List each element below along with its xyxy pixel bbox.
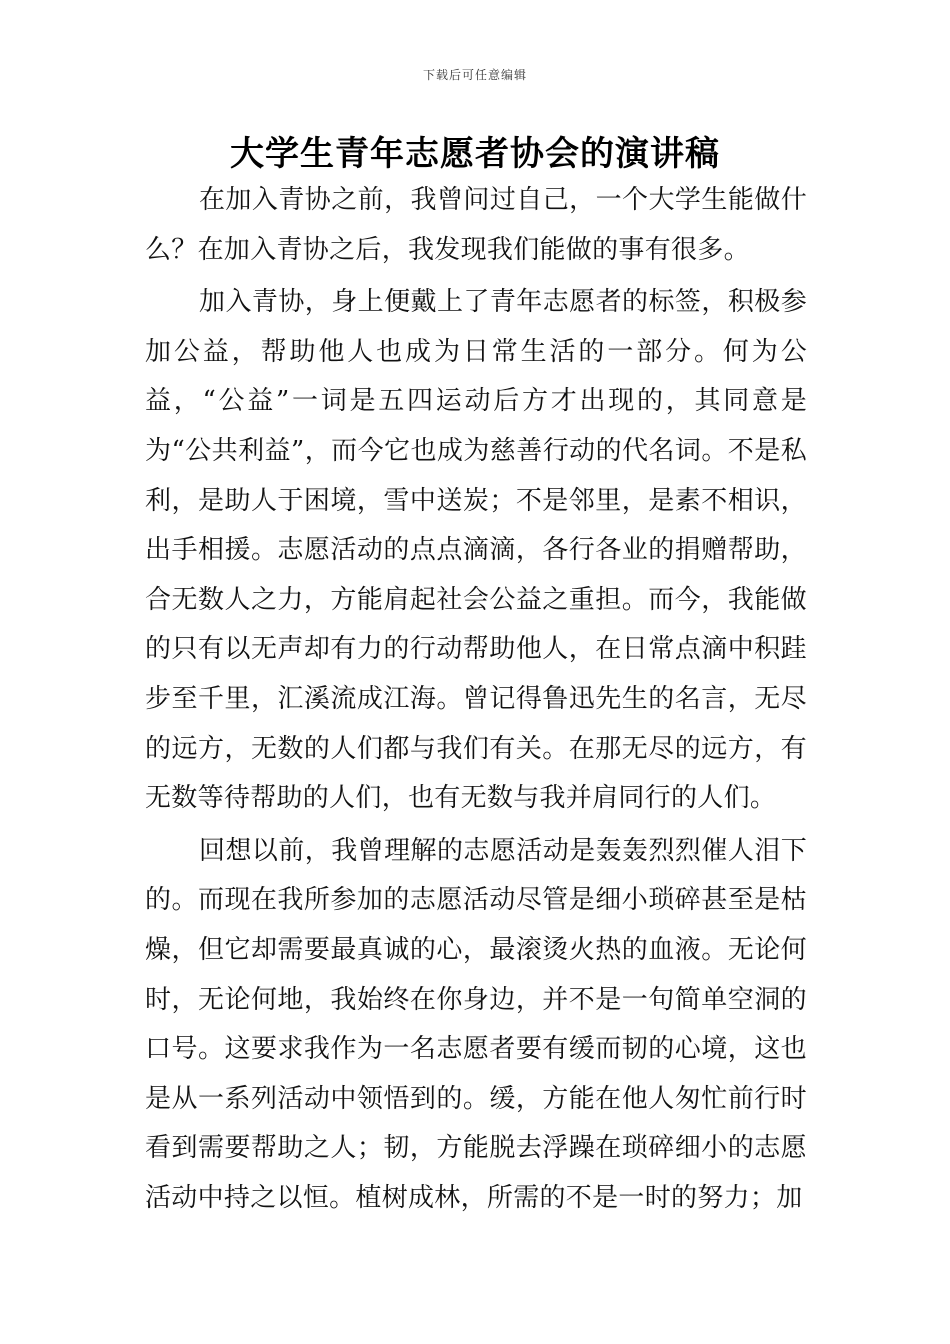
paragraph-2: 加入青协，身上便戴上了青年志愿者的标签，积极参加公益，帮助他人也成为日常生活的一部分。何为公益，“公益”一词是五四运动后方才出现的，其同意是为“公共利益”，而今它也成为慈善行动的代名词。不是私利，是助人于困境，雪中送炭；不是邻里，是素不相识，出手相援。志愿活动的点点滴滴，各行各业的捐赠帮助，合无数人之力，方能肩起社会公益之重担。而今，我能做的只有以无声却有力的行动帮助他人，在日常点滴中积跬步至千里，汇溪流成江海。曾记得鲁迅先生的名言，无尽的远方，无数的人们都与我们有关。在那无尽的远方，有无数等待帮助的人们，也有无数与我并肩同行的人们。 [145, 287, 807, 814]
paragraph-3: 回想以前，我曾理解的志愿活动是轰轰烈烈催人泪下的。而现在我所参加的志愿活动尽管是细小琐碎甚至是枯燥，但它却需要最真诚的心，最滚烫火热的血液。无论何时，无论何地，我始终在你身边，并不是一句简单空洞的口号。这要求我作为一名志愿者要有缓而韧的心境，这也是从一系列活动中领悟到的。缓，方能在他人匆忙前行时看到需要帮助之人；韧，方能脱去浮躁在琐碎细小的志愿活动中持之以恒。植树成林，所需的不是一时的努力；加 [145, 835, 807, 1213]
document-body [145, 176, 807, 1226]
header-note: 下载后可任意编辑 [422, 68, 527, 82]
document-title: 大学生青年志愿者协会的演讲稿 [230, 134, 720, 174]
paragraph-1: 在加入青协之前，我曾问过自己，一个大学生能做什么？在加入青协之后，我发现我们能做的事有很多。 [145, 185, 807, 265]
